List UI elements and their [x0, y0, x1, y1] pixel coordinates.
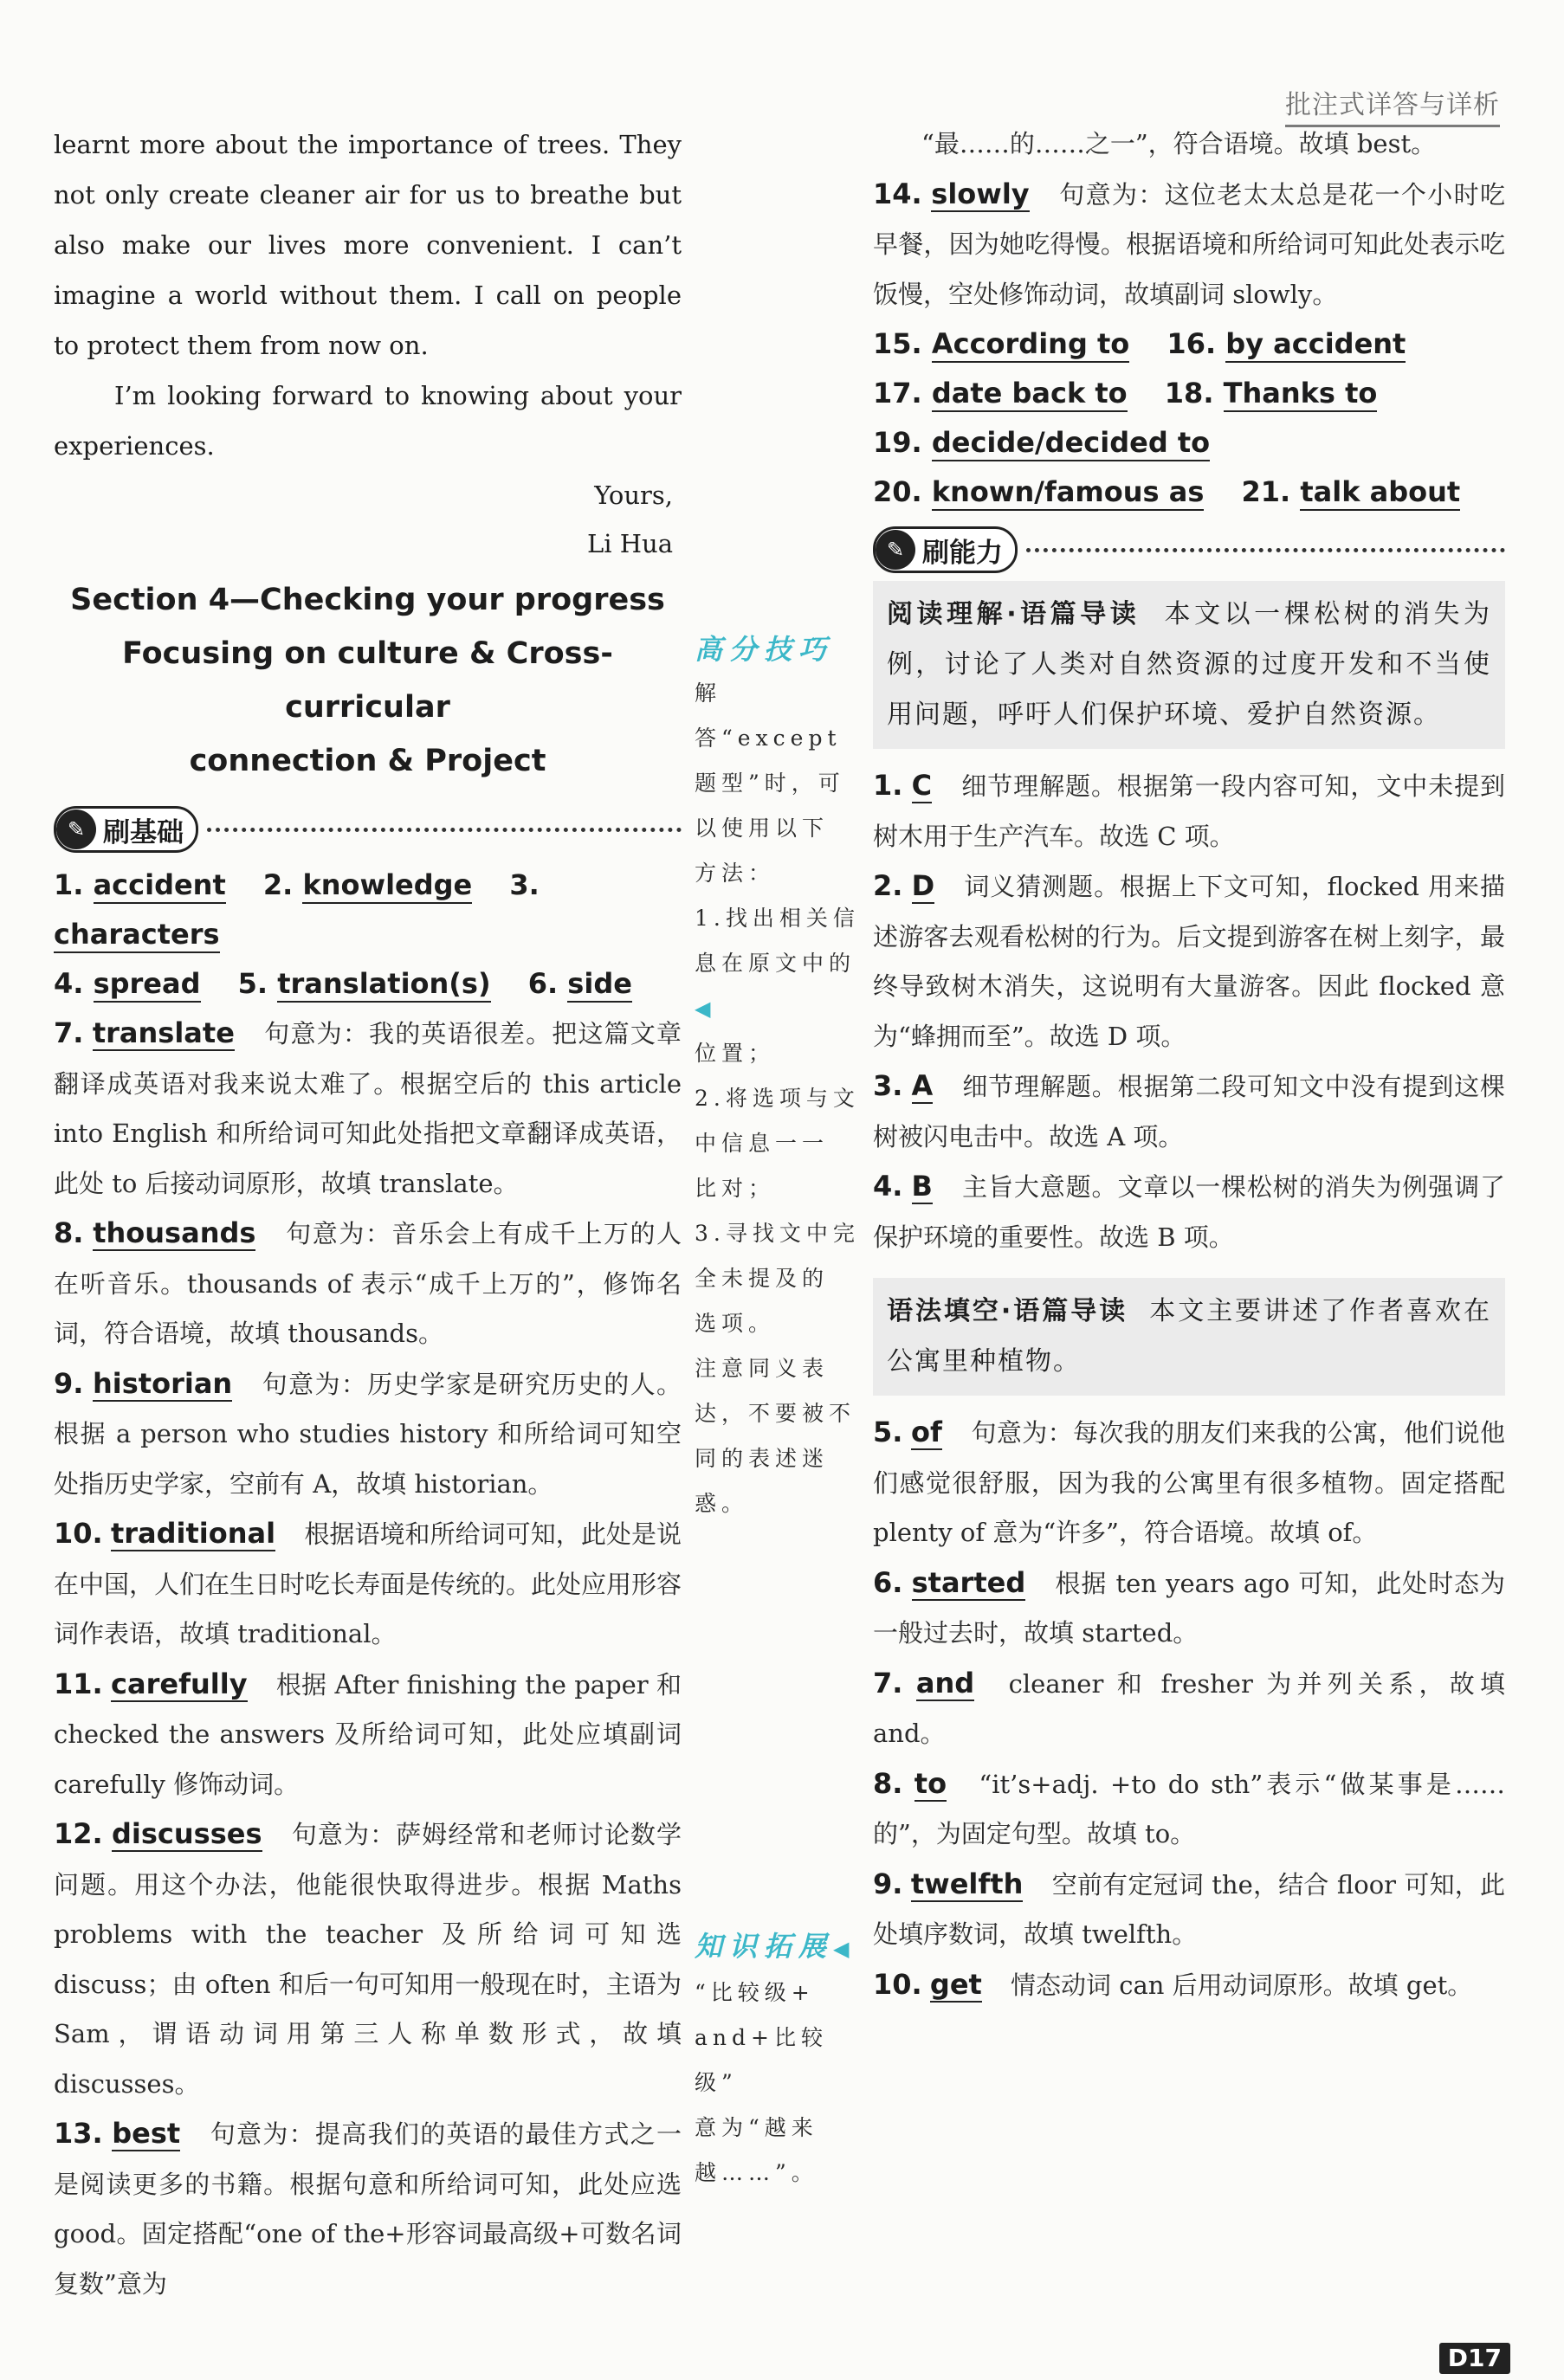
- answer-num: 5.: [237, 967, 268, 1000]
- item-answer: get: [929, 1967, 982, 2001]
- tip-line: 达，不要被不: [695, 1401, 856, 1426]
- answer-phrase: date back to: [932, 377, 1128, 412]
- banner-ability: [873, 526, 1505, 574]
- tip-line: 惑。: [695, 1491, 749, 1516]
- answer-word: translation(s): [277, 967, 490, 1003]
- tip-line: 解答“except: [695, 680, 842, 751]
- extend-title: 知识拓展◀: [695, 1930, 856, 1963]
- item-answer: slowly: [931, 177, 1030, 210]
- page-header: 批注式详答与详析: [1285, 83, 1500, 127]
- explanation-item: 2. D 词义猜测题。根据上下文可知，flocked 用来描述游客去观看松树的行为。后文提到游客在树上刻字，最终导致树木消失，这说明有大量游客。因此 flocked 意为“蜂拥而至”。故选 D 项。: [873, 869, 1506, 1051]
- tip-line: 注意同义表: [695, 1356, 830, 1381]
- tip-line: 息在原文中的◀: [695, 951, 856, 1021]
- item-explanation: 句意为：提高我们的英语的最佳方式之一是阅读更多的书籍。根据句意和所给词可知，此处应选 good。固定搭配“one of the+形容词最高级+可数名词复数”意为: [54, 2119, 682, 2299]
- answer-phrase: decide/decided to: [932, 426, 1210, 461]
- tip-line: 题型”时，可: [695, 771, 845, 796]
- guide-heading: 语法填空·语篇导读: [887, 1296, 1128, 1326]
- tip-line: 1.找出相关信: [695, 906, 860, 931]
- margin-notes: [695, 628, 863, 2196]
- dotted-divider: [207, 828, 682, 832]
- explanation-item: 1. C 细节理解题。根据第一段内容可知，文中未提到树木用于生产汽车。故选 C 项。: [873, 769, 1506, 851]
- item-answer: B: [911, 1170, 933, 1203]
- extend-line: “比较级+: [695, 1980, 815, 2005]
- item-explanation: 句意为：这位老太太总是花一个小时吃早餐，因为她吃得慢。根据语境和所给词可知此处表示吃饭慢，空处修饰动词，故填副词 slowly。: [873, 179, 1505, 309]
- answer-row: 17. date back to 18. Thanks to: [873, 369, 1505, 418]
- explanation-item: [54, 1509, 682, 1660]
- item-answer: traditional: [110, 1517, 276, 1550]
- tip-line: 中信息一一: [695, 1131, 830, 1156]
- extend-line: 意为“越来: [695, 2115, 818, 2140]
- letter-paragraph: I’m looking forward to knowing about your experiences.: [54, 381, 682, 461]
- answer-row: 20. known/famous as 21. talk about: [873, 468, 1505, 517]
- explanation-item: 3. A 细节理解题。根据第二段可知文中没有提到这棵树被闪电击中。故选 A 项。: [873, 1069, 1506, 1151]
- guide-text: 本文以一棵松树的消失为例，讨论了人类对自然资源的过度开发和不当使用问题，呼吁人们保护环境、爱护自然资源。: [887, 599, 1491, 730]
- answer-phrase: Thanks to: [1224, 377, 1378, 412]
- tip-line: 选项。: [695, 1311, 776, 1336]
- answer-phrase: known/famous as: [932, 475, 1205, 511]
- item-number: 7.: [54, 1016, 84, 1049]
- guide-text: 本文主要讲述了作者喜欢在公寓里种植物。: [887, 1296, 1491, 1377]
- item-number: 14.: [873, 177, 922, 210]
- letter-paragraph: learnt more about the importance of trees. They not only create cleaner air for us to breathe but also make our lives more convenient. I can’t imagine a world without them. I call on people to protect them from now on.: [54, 130, 682, 360]
- dotted-divider: [1026, 548, 1505, 552]
- item-answer: best: [112, 2117, 181, 2150]
- item-number: 13.: [54, 2117, 103, 2150]
- explanation-item: [54, 1660, 682, 1810]
- item-number: 9.: [54, 1366, 84, 1400]
- explanation-item: 7. and cleaner 和 fresher 为并列关系，故填 and。: [873, 1666, 1506, 1748]
- item-explanation: 根据语境和所给词可知，此处是说在中国，人们在生日时吃长寿面是传统的。此处应用形容词作表语，故填 traditional。: [54, 1519, 682, 1648]
- arrow-left-icon: ◀: [695, 997, 716, 1021]
- answer-phrase: talk about: [1300, 475, 1460, 511]
- tip-line: 3.寻找文中完: [695, 1221, 860, 1246]
- answer-word: knowledge: [302, 868, 472, 904]
- explanation-item: 5. of 句意为：每次我的朋友们来我的公寓，他们说他们感觉很舒服，因为我的公寓里有很多植物。固定搭配 plenty of 意为“许多”，符合语境。故填 of。: [873, 1416, 1505, 1547]
- tip-line: 方法：: [695, 861, 776, 886]
- item-answer: to: [914, 1766, 947, 1800]
- item-explanation: 句意为：萨姆经常和老师讨论数学问题。用这个办法，他能很快取得进步。根据 Maths problems with the teacher 及所给词可知选 discuss；由 often 和后一句可知用一般现在时，主语为 Sam，谓语动词用第三人称单数形式，故填 discusses。: [54, 1820, 682, 2099]
- brush-icon: ✎: [56, 809, 96, 849]
- section-title-line: Section 4—Checking your progress: [70, 583, 665, 617]
- item-explanation: 句意为：我的英语很差。把这篇文章翻译成英语对我来说太难了。根据空后的 this article into English 和所给词可知此处指把文章翻译成英语，此处 to 后接动词原形，故填 translate。: [54, 1019, 682, 1198]
- answer-phrase: by accident: [1225, 327, 1406, 363]
- explanation-item: [873, 170, 1505, 320]
- answer-word: side: [567, 967, 632, 1003]
- tip-line: 同的表述迷: [695, 1446, 830, 1471]
- banner-basic: [54, 805, 682, 854]
- badge: [54, 806, 198, 853]
- item-answer: historian: [93, 1366, 233, 1400]
- item-answer: thousands: [93, 1216, 256, 1249]
- item-explanation: 句意为：历史学家是研究历史的人。根据 a person who studies history 和所给词可知空处指历史学家，空前有 A，故填 historian。: [54, 1369, 682, 1499]
- explanation-item: [54, 1809, 682, 2109]
- answer-row: [54, 959, 682, 1009]
- continued-text: “最……的……之一”，符合语境。故填 best。: [921, 129, 1437, 158]
- item-number: 12.: [54, 1817, 103, 1850]
- right-column: [873, 119, 1505, 2010]
- letter-body: [54, 119, 682, 471]
- letter-signature: Li Hua: [586, 529, 673, 558]
- left-column: [54, 119, 682, 2309]
- reading-guide: [873, 581, 1505, 749]
- badge-label: 刷能力: [922, 537, 1003, 569]
- explanation-item: 6. started 根据 ten years ago 可知，此处时态为一般过去时，故填 started。: [873, 1565, 1506, 1648]
- tip-line: 比对；: [695, 1176, 776, 1201]
- badge: [873, 526, 1018, 573]
- explanation-item: 9. twelfth 空前有定冠词 the，结合 floor 可知，此处填序数词，故填 twelfth。: [873, 1867, 1505, 1949]
- letter-closing: Yours,: [594, 481, 673, 510]
- extend-body: [695, 1970, 863, 2196]
- answer-num: 2.: [262, 868, 294, 901]
- item-answer: translate: [92, 1016, 235, 1049]
- page-number: D17: [1439, 2343, 1510, 2374]
- explanation-item: 4. B 主旨大意题。文章以一棵松树的消失为例强调了保护环境的重要性。故选 B 项。: [873, 1170, 1506, 1252]
- explanation-item: [54, 2109, 682, 2309]
- answer-num: 4.: [54, 967, 84, 1000]
- explanation-item: [54, 1359, 682, 1510]
- extend-line: and+比较级”: [695, 2025, 828, 2095]
- tip-line: 以使用以下: [695, 816, 830, 841]
- item-answer: carefully: [111, 1667, 248, 1700]
- answer-num: 3.: [509, 868, 540, 901]
- guide-heading: 阅读理解·语篇导读: [887, 599, 1141, 629]
- item-explanation: 根据 After finishing the paper 和 checked the answers 及所给词可知，此处应填副词 carefully 修饰动词。: [54, 1669, 682, 1799]
- tip-title: 高分技巧: [695, 633, 834, 666]
- brush-icon: ✎: [876, 530, 915, 570]
- item-answer: of: [911, 1416, 942, 1448]
- item-answer: discusses: [112, 1817, 262, 1850]
- explanation-item: [54, 1209, 682, 1359]
- tip-line: 全未提及的: [695, 1266, 830, 1291]
- arrow-left-icon: ◀: [833, 1936, 856, 1961]
- answer-row: [54, 861, 682, 959]
- item-answer: and: [915, 1666, 975, 1700]
- section-title-line: Focusing on culture & Cross-curricular: [122, 636, 613, 725]
- item-number: 11.: [54, 1667, 103, 1700]
- item-explanation: 句意为：音乐会上有成千上万的人在听音乐。thousands of 表示“成千上万的”，修饰名词，符合语境，故填 thousands。: [54, 1219, 682, 1348]
- answer-word: accident: [94, 868, 226, 904]
- answer-word: spread: [94, 967, 201, 1003]
- extend-line: 越……”。: [695, 2160, 818, 2185]
- answer-phrase: According to: [932, 327, 1129, 363]
- section-title-line: connection & Project: [189, 744, 546, 778]
- item-number: 10.: [54, 1517, 103, 1550]
- answer-row: 19. decide/decided to: [873, 418, 1505, 468]
- item-answer: A: [911, 1069, 934, 1102]
- badge-label: 刷基础: [103, 816, 184, 848]
- tip-line: 位置；: [695, 1041, 776, 1066]
- answer-num: 1.: [54, 868, 84, 901]
- item-number: 8.: [54, 1216, 84, 1249]
- item-answer: D: [911, 869, 935, 902]
- section-title: [54, 573, 682, 788]
- explanation-item: [54, 1009, 682, 1209]
- answer-word: characters: [54, 918, 220, 953]
- item-answer: started: [911, 1565, 1026, 1599]
- answer-row: 15. According to 16. by accident: [873, 319, 1505, 369]
- grammar-guide: [873, 1278, 1505, 1396]
- item-answer: twelfth: [910, 1867, 1024, 1900]
- tip-line: 2.将选项与文: [695, 1086, 860, 1111]
- explanation-item: 8. to “it’s+adj. +to do sth”表示“做某事是……的”，为固定句型。故填 to。: [873, 1766, 1506, 1848]
- answer-num: 6.: [527, 967, 559, 1000]
- explanation-item: 10. get 情态动词 can 后用动词原形。故填 get。: [873, 1967, 1473, 2001]
- tip-body: [695, 671, 863, 1526]
- item-answer: C: [911, 769, 933, 802]
